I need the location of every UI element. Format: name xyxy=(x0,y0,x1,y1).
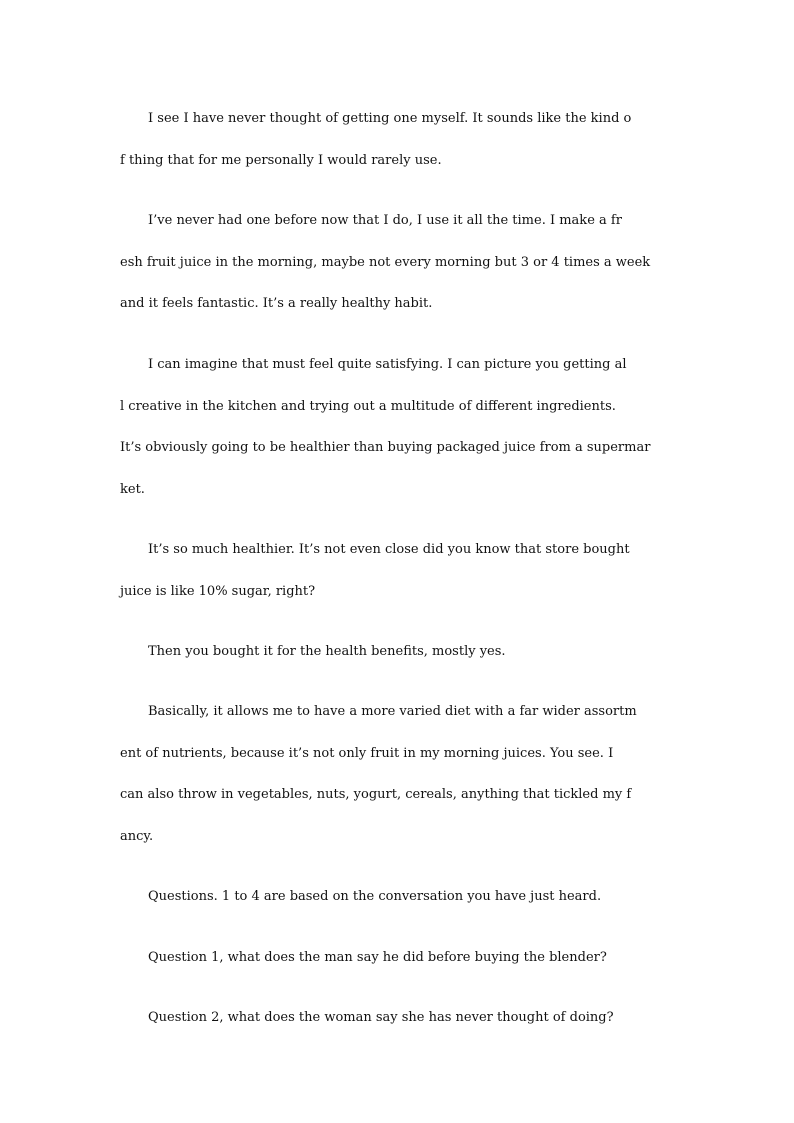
paragraph-line: It’s so much healthier. It’s not even close did you know that store bought xyxy=(148,542,630,557)
paragraph-line: Question 2, what does the woman say she has never thought of doing? xyxy=(148,1010,614,1025)
conversation-paragraph-1 xyxy=(120,98,680,181)
paragraph-line: ancy. xyxy=(120,828,154,844)
paragraph-line: I can imagine that must feel quite satisfying. I can picture you getting al xyxy=(148,357,627,372)
paragraph-line: l creative in the kitchen and trying out a multitude of different ingredients. xyxy=(120,398,616,414)
question-1 xyxy=(120,937,680,979)
conversation-paragraph-2 xyxy=(120,200,680,325)
paragraph-line: esh fruit juice in the morning, maybe not every morning but 3 or 4 times a week xyxy=(120,254,651,270)
conversation-paragraph-6 xyxy=(120,691,680,857)
paragraph-line: ket. xyxy=(120,481,145,497)
paragraph-line: Then you bought it for the health benefits, mostly yes. xyxy=(148,644,506,659)
paragraph-line: I see I have never thought of getting one myself. It sounds like the kind o xyxy=(148,111,632,126)
question-2 xyxy=(120,997,680,1039)
paragraph-line: and it feels fantastic. It’s a really healthy habit. xyxy=(120,296,433,312)
paragraph-line: Question 1, what does the man say he did before buying the blender? xyxy=(148,950,607,965)
paragraph-line: I’ve never had one before now that I do, I use it all the time. I make a fr xyxy=(148,213,622,228)
paragraph-line: It’s obviously going to be healthier than buying packaged juice from a supermar xyxy=(120,440,651,456)
paragraph-line: Basically, it allows me to have a more varied diet with a far wider assortm xyxy=(148,704,637,719)
paragraph-line: ent of nutrients, because it’s not only fruit in my morning juices. You see. I xyxy=(120,745,614,761)
paragraph-line: f thing that for me personally I would rarely use. xyxy=(120,152,442,168)
conversation-paragraph-5 xyxy=(120,631,680,673)
paragraph-line: juice is like 10% sugar, right? xyxy=(120,583,316,599)
conversation-paragraph-3 xyxy=(120,344,680,510)
paragraph-line: can also throw in vegetables, nuts, yogurt, cereals, anything that tickled my f xyxy=(120,787,632,803)
conversation-paragraph-4 xyxy=(120,529,680,612)
paragraph-line: Questions. 1 to 4 are based on the conversation you have just heard. xyxy=(148,889,602,904)
questions-intro xyxy=(120,876,680,918)
